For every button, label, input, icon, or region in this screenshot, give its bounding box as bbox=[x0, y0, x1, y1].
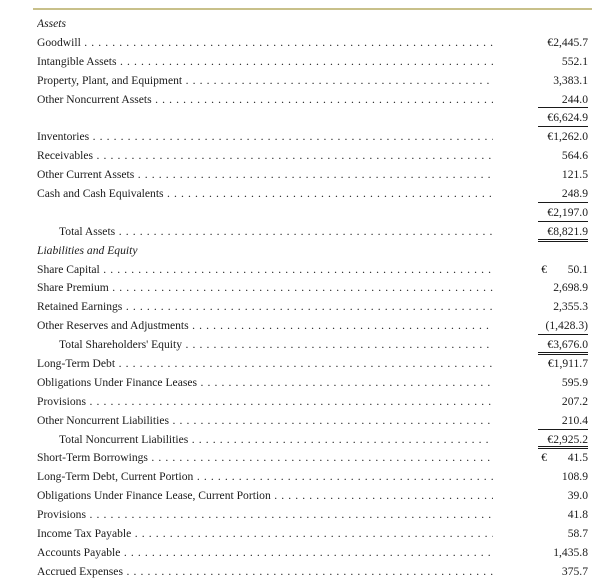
line-item-label: Obligations Under Finance Leases . . . bbox=[37, 374, 493, 393]
line-item-value: 58.7 bbox=[567, 527, 588, 541]
line-item-label: Receivables . . . bbox=[37, 147, 493, 166]
line-item-label: Cash and Cash Equivalents . . . bbox=[37, 185, 493, 204]
line-item-row bbox=[37, 468, 592, 487]
section-heading: Liabilities and Equity bbox=[37, 243, 138, 257]
line-item-row bbox=[37, 544, 592, 563]
line-item-row bbox=[37, 34, 592, 53]
line-item-value: 244.0 bbox=[561, 92, 588, 106]
line-item-value: 121.5 bbox=[561, 168, 588, 182]
line-item-value: 595.9 bbox=[561, 375, 588, 389]
line-item-value: 2,355.3 bbox=[553, 300, 588, 314]
single-underline bbox=[538, 334, 588, 335]
line-item-label: Property, Plant, and Equipment . . . bbox=[37, 72, 493, 91]
line-item-label: Provisions . . . bbox=[37, 393, 493, 412]
line-item-row bbox=[37, 279, 592, 298]
line-item-value: 564.6 bbox=[561, 149, 588, 163]
line-item-value: €2,445.7 bbox=[547, 35, 588, 49]
line-item-label: Short-Term Borrowings . . . bbox=[37, 449, 493, 468]
line-item-value: €3,676.0 bbox=[547, 338, 588, 352]
line-item-row bbox=[37, 487, 592, 506]
line-item-label: Obligations Under Finance Lease, Current Portion . . . bbox=[37, 487, 493, 506]
currency-symbol: € bbox=[541, 451, 547, 465]
line-item-row bbox=[37, 393, 592, 412]
line-item-value: €2,925.2 bbox=[547, 432, 588, 446]
section-heading: Assets bbox=[37, 17, 66, 30]
line-item-label: Provisions . . . bbox=[37, 506, 493, 525]
line-item-value: €6,624.9 bbox=[547, 111, 588, 125]
line-item-value: 41.5 bbox=[567, 451, 588, 465]
line-item-row bbox=[37, 298, 592, 317]
line-item-label: Long-Term Debt, Current Portion . . . bbox=[37, 468, 493, 487]
section-heading-row bbox=[37, 242, 592, 261]
line-item-label: Long-Term Debt . . . bbox=[37, 355, 493, 374]
line-item-row bbox=[37, 336, 592, 355]
top-rule bbox=[33, 8, 592, 10]
line-item-row bbox=[37, 449, 592, 468]
line-item-label: Other Noncurrent Assets . . . bbox=[37, 91, 493, 110]
line-item-label: Other Noncurrent Liabilities . . . bbox=[37, 412, 493, 431]
line-item-row bbox=[37, 128, 592, 147]
line-item-value: 3,383.1 bbox=[553, 73, 588, 87]
line-item-label: Income Tax Payable . . . bbox=[37, 525, 493, 544]
line-item-value: 210.4 bbox=[561, 413, 588, 427]
line-item-label: Other Current Assets . . . bbox=[37, 166, 493, 185]
line-item-value: €8,821.9 bbox=[547, 224, 588, 238]
line-item-value: €1,911.7 bbox=[547, 357, 588, 371]
line-item-row bbox=[37, 91, 592, 110]
line-item-row bbox=[37, 506, 592, 525]
line-item-row bbox=[37, 261, 592, 280]
single-underline bbox=[538, 126, 588, 127]
line-item-label: Total Noncurrent Liabilities . . . bbox=[59, 431, 493, 450]
line-item-label: Accrued Expenses . . . bbox=[37, 563, 493, 582]
line-item-value: 248.9 bbox=[561, 187, 588, 201]
line-item-label: Share Capital . . . bbox=[37, 261, 493, 280]
line-item-value: 50.1 bbox=[567, 262, 588, 276]
line-item-row bbox=[37, 72, 592, 91]
line-item-value: €2,197.0 bbox=[547, 205, 588, 219]
line-item-row bbox=[37, 166, 592, 185]
line-item-label: Accounts Payable . . . bbox=[37, 544, 493, 563]
line-item-row bbox=[37, 185, 592, 204]
line-item-row bbox=[37, 355, 592, 374]
line-item-label: Other Reserves and Adjustments . . . bbox=[37, 317, 493, 336]
line-item-value: 375.7 bbox=[561, 564, 588, 578]
line-item-value: 1,435.8 bbox=[553, 545, 588, 559]
line-item-row bbox=[37, 317, 592, 336]
line-item-label: Total Shareholders' Equity . . . bbox=[59, 336, 493, 355]
balance-sheet bbox=[37, 15, 592, 582]
single-underline bbox=[538, 107, 588, 108]
line-item-row bbox=[37, 223, 592, 242]
line-item-row bbox=[37, 147, 592, 166]
line-item-label: Share Premium . . . bbox=[37, 279, 493, 298]
line-item-row bbox=[37, 204, 592, 223]
single-underline bbox=[538, 221, 588, 222]
line-item-value: 108.9 bbox=[561, 470, 588, 484]
line-item-label: Total Assets . . . bbox=[59, 223, 493, 242]
line-item-label: Inventories . . . bbox=[37, 128, 493, 147]
line-item-row bbox=[37, 109, 592, 128]
line-item-row bbox=[37, 374, 592, 393]
line-item-value: 41.8 bbox=[567, 508, 588, 522]
single-underline bbox=[538, 202, 588, 203]
section-heading-row bbox=[37, 15, 592, 34]
single-underline bbox=[538, 429, 588, 430]
line-item-value: 207.2 bbox=[561, 394, 588, 408]
line-item-value: €1,262.0 bbox=[547, 130, 588, 144]
line-item-value: 2,698.9 bbox=[553, 281, 588, 295]
line-item-row bbox=[37, 431, 592, 450]
line-item-row bbox=[37, 53, 592, 72]
line-item-value: 552.1 bbox=[561, 54, 588, 68]
currency-symbol: € bbox=[541, 262, 547, 276]
line-item-label: Intangible Assets . . . bbox=[37, 53, 493, 72]
line-item-label: Retained Earnings . . . bbox=[37, 298, 493, 317]
line-item-value: (1,428.3) bbox=[545, 319, 588, 333]
line-item-row bbox=[37, 412, 592, 431]
line-item-value: 39.0 bbox=[567, 489, 588, 503]
line-item-label: Goodwill . . . bbox=[37, 34, 493, 53]
line-item-row bbox=[37, 563, 592, 582]
line-item-row bbox=[37, 525, 592, 544]
